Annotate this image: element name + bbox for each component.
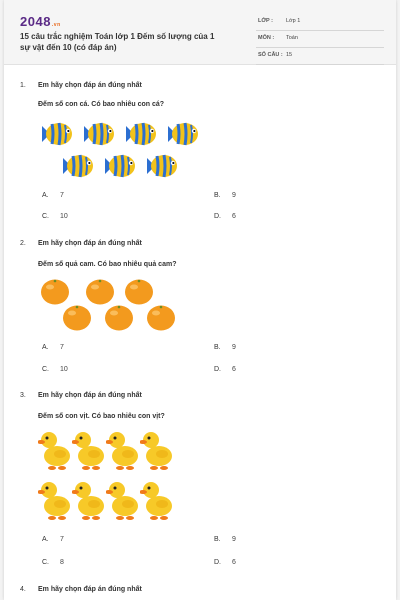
question-number: 2. [20, 240, 26, 247]
option-c-key[interactable]: C. [42, 559, 49, 566]
meta-value: Toán [286, 35, 298, 41]
fish-icon [101, 150, 137, 182]
question-number: 3. [20, 392, 26, 399]
fish-icon [122, 118, 158, 150]
question-number: 1. [20, 82, 26, 89]
meta-value: 15 [286, 52, 293, 58]
option-b-value[interactable]: 9 [232, 536, 236, 543]
option-a-value[interactable]: 7 [60, 536, 64, 543]
question-prompt: Em hãy chọn đáp án đúng nhất [38, 82, 142, 89]
option-c-value[interactable]: 10 [60, 213, 68, 220]
orange-icon [146, 304, 176, 332]
option-a-key[interactable]: A. [42, 192, 49, 199]
question-text: Đếm số con cá. Có bao nhiêu con cá? [38, 101, 165, 108]
option-a-key[interactable]: A. [42, 344, 49, 351]
option-c-key[interactable]: C. [42, 213, 49, 220]
fish-icon [59, 150, 95, 182]
meta-key: SỐ CÂU : [258, 52, 283, 58]
duck-icon [72, 428, 106, 472]
option-d-key[interactable]: D. [214, 559, 221, 566]
duck-icon [106, 478, 140, 522]
fish-icon [164, 118, 200, 150]
fish-icon [143, 150, 179, 182]
duck-icon [140, 478, 174, 522]
duck-icon [106, 428, 140, 472]
option-d-value[interactable]: 6 [232, 213, 236, 220]
orange-icon [104, 304, 134, 332]
fish-icon [80, 118, 116, 150]
option-a-value[interactable]: 7 [60, 344, 64, 351]
option-d-value[interactable]: 6 [232, 366, 236, 373]
option-b-key[interactable]: B. [214, 192, 221, 199]
meta-key: MÔN : [258, 35, 275, 41]
duck-icon [140, 428, 174, 472]
orange-icon [124, 278, 154, 306]
meta-row-count [256, 50, 384, 65]
duck-picture [38, 428, 188, 524]
question-prompt: Em hãy chọn đáp án đúng nhất [38, 586, 142, 593]
option-c-value[interactable]: 8 [60, 559, 64, 566]
document-title: 15 câu trắc nghiệm Toán lớp 1 Đếm số lượng của 1 sự vật đến 10 (có đáp án) [20, 32, 215, 52]
meta-row-subject [256, 33, 384, 48]
option-d-value[interactable]: 6 [232, 559, 236, 566]
meta-table [256, 16, 384, 67]
orange-icon [85, 278, 115, 306]
question-text: Đếm số con vịt. Có bao nhiêu con vịt? [38, 413, 165, 420]
option-b-value[interactable]: 9 [232, 344, 236, 351]
duck-icon [38, 478, 72, 522]
question-number: 4. [20, 586, 26, 593]
option-d-key[interactable]: D. [214, 366, 221, 373]
option-b-key[interactable]: B. [214, 536, 221, 543]
site-logo[interactable]: 2048.vn [20, 14, 61, 29]
option-a-key[interactable]: A. [42, 536, 49, 543]
question-prompt: Em hãy chọn đáp án đúng nhất [38, 392, 142, 399]
orange-picture [38, 278, 178, 334]
fish-icon [38, 118, 74, 150]
orange-icon [62, 304, 92, 332]
meta-key: LỚP : [258, 18, 273, 24]
duck-icon [38, 428, 72, 472]
fish-picture [38, 118, 198, 184]
option-c-value[interactable]: 10 [60, 366, 68, 373]
meta-value: Lớp 1 [286, 18, 301, 24]
question-prompt: Em hãy chọn đáp án đúng nhất [38, 240, 142, 247]
question-text: Đếm số quả cam. Có bao nhiêu quả cam? [38, 261, 177, 268]
duck-icon [72, 478, 106, 522]
option-c-key[interactable]: C. [42, 366, 49, 373]
option-a-value[interactable]: 7 [60, 192, 64, 199]
option-d-key[interactable]: D. [214, 213, 221, 220]
document-header [4, 0, 396, 65]
meta-row-class [256, 16, 384, 31]
option-b-key[interactable]: B. [214, 344, 221, 351]
document-page [4, 0, 396, 600]
orange-icon [40, 278, 70, 306]
option-b-value[interactable]: 9 [232, 192, 236, 199]
